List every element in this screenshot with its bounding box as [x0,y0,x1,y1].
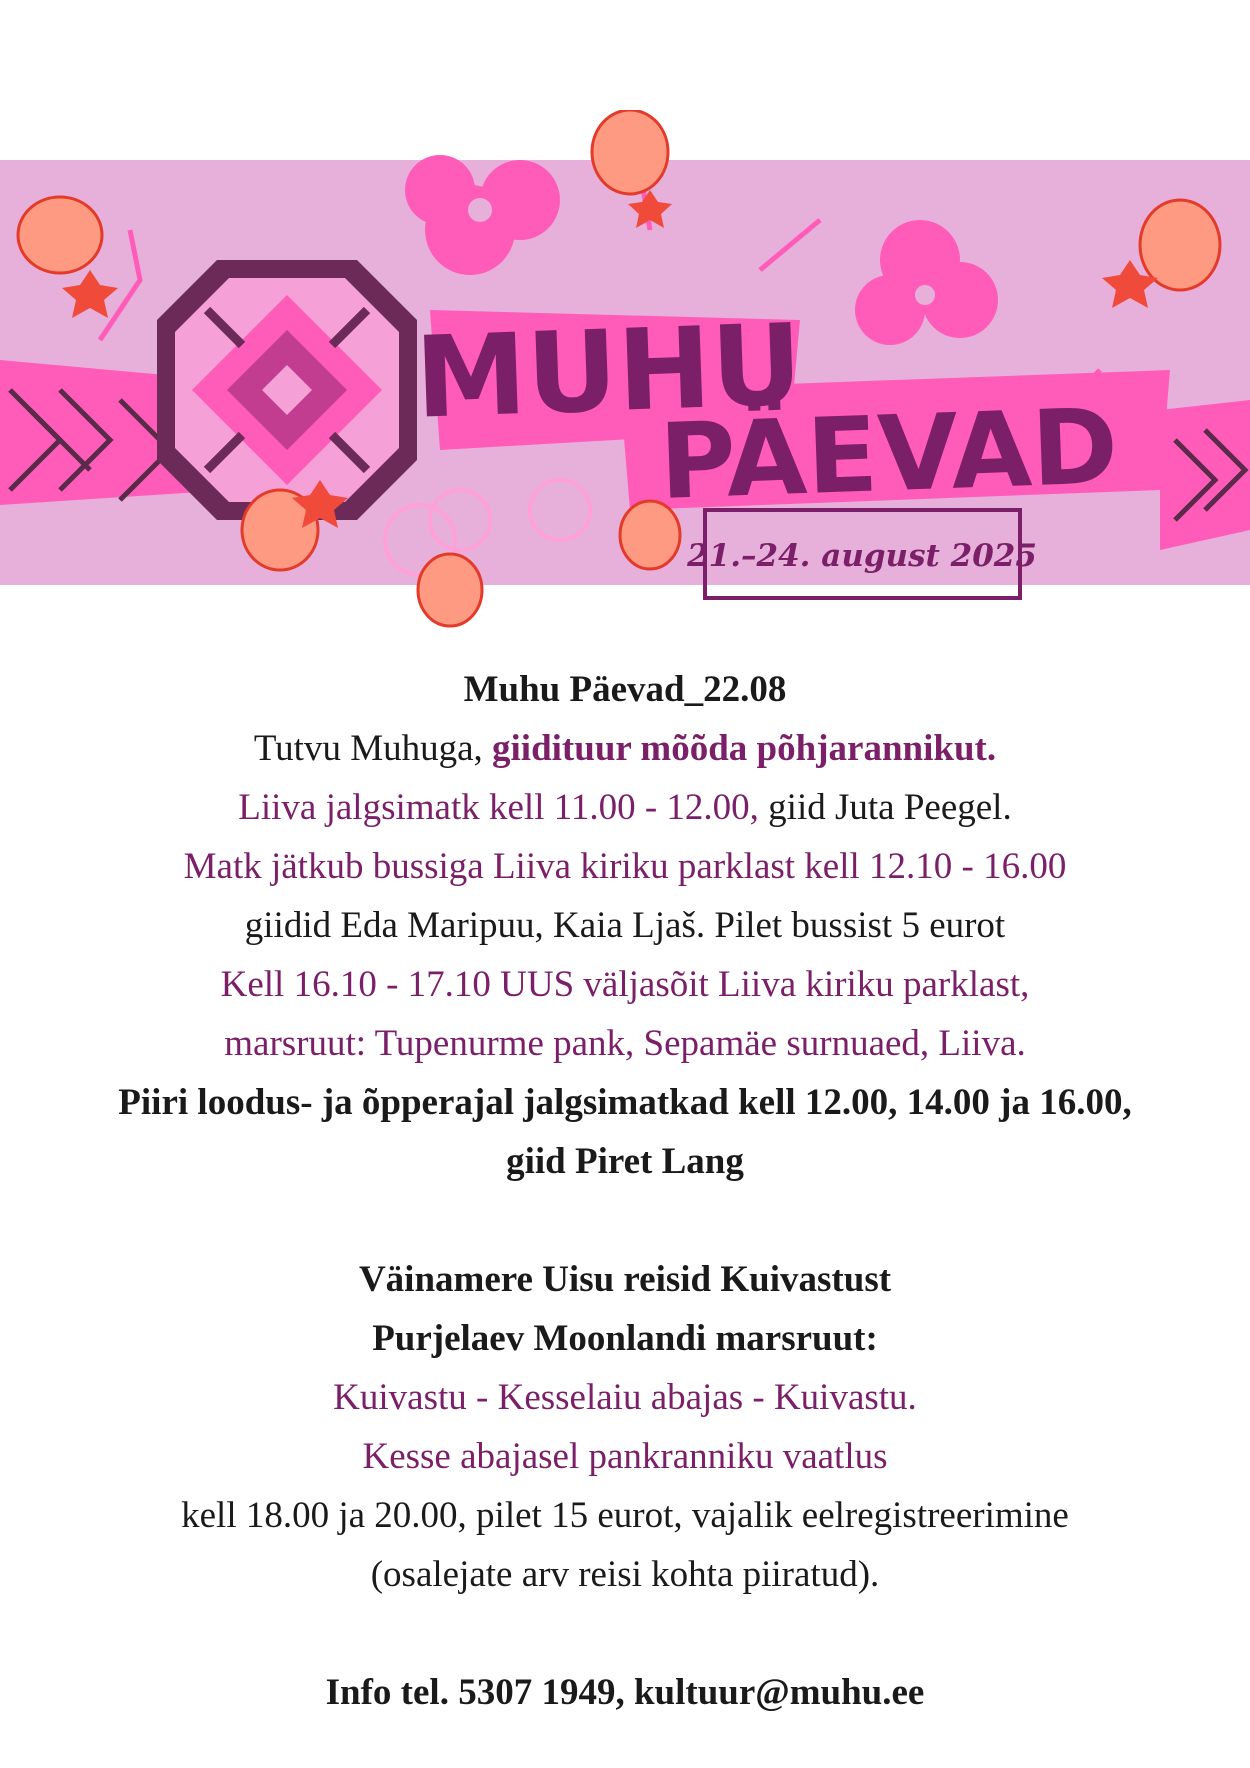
event-heading: Muhu Päevad_22.08 [463,669,787,710]
banner-title-line1: MUHU [412,300,805,444]
line-bus-guides: giidid Eda Maripuu, Kaia Ljaš. Pilet bussist 5 eurot [244,905,1006,946]
event-details [0,660,1250,1722]
line-bus-tour: Matk jätkub bussiga Liiva kiriku parklast kell 12.10 - 16.00 [183,846,1067,887]
liiva-hike-guide: giid Juta Peegel. [758,787,1012,828]
flower-right-center [915,285,935,305]
tour-intro-highlight: giidituur mõõda põhjarannikut. [492,728,997,769]
line-kuivastu-route: Kuivastu - Kesselaiu abajas - Kuivastu. [333,1377,917,1418]
line-times-price: kell 18.00 ja 20.00, pilet 15 eurot, vajalik eelregistreerimine [181,1495,1069,1536]
line-piiri-guide: giid Piret Lang [506,1141,744,1182]
line-moonland-route: Purjelaev Moonlandi marsruut: [372,1318,878,1359]
banner-title-line2: PÄEVAD [657,385,1120,523]
liiva-hike-highlight: Liiva jalgsimatk kell 11.00 - 12.00, [238,787,759,828]
banner-dates: 21.–24. august 2025 [687,538,1037,574]
line-limited: (osalejate arv reisi kohta piiratud). [370,1554,880,1595]
line-new-departure: Kell 16.10 - 17.10 UUS väljasõit Liiva kiriku parklast, [220,964,1030,1005]
line-tour-intro [0,719,1250,778]
banner-artwork [0,110,1250,630]
line-piiri-hikes: Piiri loodus- ja õpperajal jalgsimatkad kell 12.00, 14.00 ja 16.00, [118,1082,1132,1123]
contact-info: Info tel. 5307 1949, kultuur@muhu.ee [325,1672,925,1713]
event-banner [0,110,1250,630]
tour-intro-text: Tutvu Muhuga, [253,728,493,769]
line-route: marsruut: Tupenurme pank, Sepamäe surnuaed, Liiva. [224,1023,1026,1064]
flower-top-center [468,198,492,222]
line-uisu-trips: Väinamere Uisu reisid Kuivastust [358,1259,892,1300]
folk-emblem [157,260,417,520]
line-liiva-hike [0,778,1250,837]
line-cliff-viewing: Kesse abajasel pankranniku vaatlus [362,1436,888,1477]
